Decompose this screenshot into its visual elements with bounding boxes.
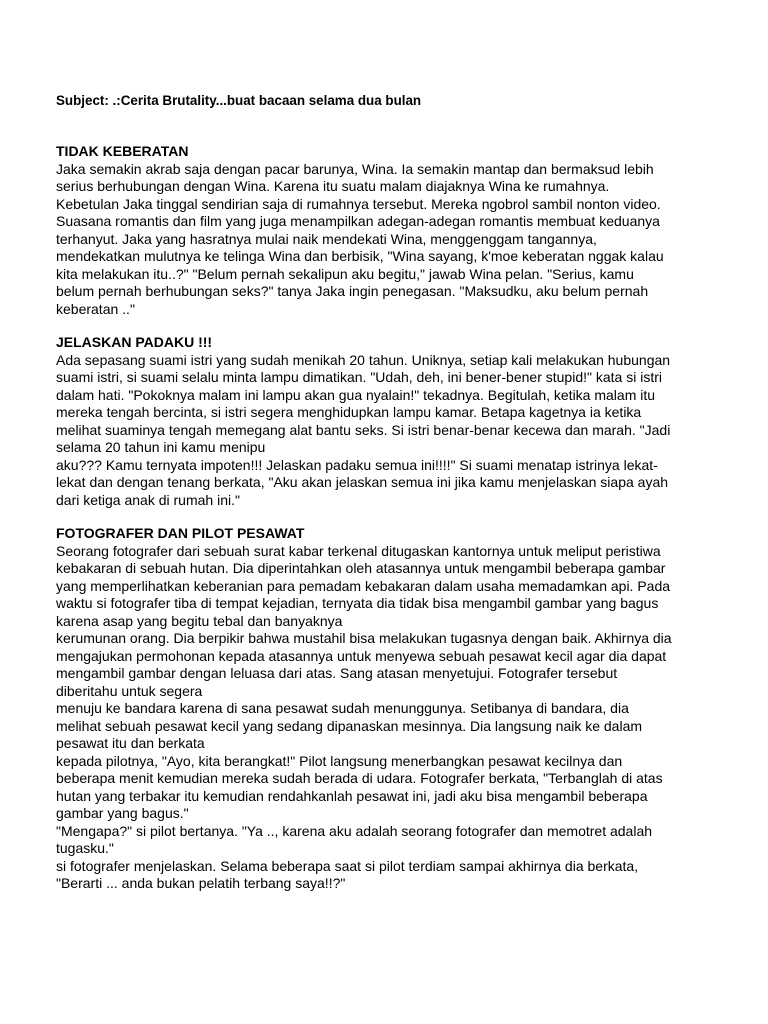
- story-text-line: yang memperlihatkan keberanian para pemadam kebakaran dalam usaha memadamkan api. Pada: [56, 577, 671, 594]
- story-text-line: dari ketiga anak di rumah ini.": [56, 491, 240, 508]
- story-text-line: kebakaran di sebuah hutan. Dia diperintahkan oleh atasannya untuk mengambil beberapa gambar: [56, 560, 666, 576]
- story-text-line: dalam hati. "Pokoknya malam ini lampu akan gua nyalain!" tekadnya. Begitulah, ketika malam itu: [56, 386, 656, 403]
- story-text-line: aku??? Kamu ternyata impoten!!! Jelaskan padaku semua ini!!!!" Si suami menatap istrinya lekat-: [56, 456, 658, 473]
- story-text-line: hutan yang terbakar itu kemudian rendahkanlah pesawat ini, jadi aku bisa mengambil beberapa: [56, 787, 648, 804]
- story-section: [56, 334, 716, 509]
- story-text-line: diberitahu untuk segera: [56, 682, 203, 699]
- story-title: JELASKAN PADAKU !!!: [56, 334, 213, 350]
- story-text-line: Seorang fotografer dari sebuah surat kabar terkenal ditugaskan kantornya untuk meliput peristiwa: [56, 542, 661, 559]
- story-text-line: Jaka semakin akrab saja dengan pacar barunya, Wina. Ia semakin mantap dan bermaksud lebih: [56, 160, 654, 177]
- story-text-line: Ada sepasang suami istri yang sudah menikah 20 tahun. Uniknya, setiap kali melakukan hubungan: [56, 351, 671, 368]
- story-text-line: Kebetulan Jaka tinggal sendirian saja di rumahnya tersebut. Mereka ngobrol sambil nonton video.: [56, 195, 661, 212]
- story-text-line: "Berarti ... anda bukan pelatih terbang saya!!?": [56, 875, 346, 891]
- story-text-line: tugasku.": [56, 840, 114, 856]
- story-text-line: kerumunan orang. Dia berpikir bahwa mustahil bisa melakukan tugasnya dengan baik. Akhirnya dia: [56, 630, 672, 646]
- document-page: [56, 92, 716, 909]
- story-sections: [56, 143, 716, 893]
- story-text-line: selama 20 tahun ini kamu menipu: [56, 439, 266, 455]
- story-text-line: menuju ke bandara karena di sana pesawat sudah menunggunya. Setibanya di bandara, dia: [56, 700, 629, 716]
- email-subject: Subject: .:Cerita Brutality...buat bacaan selama dua bulan: [56, 93, 422, 108]
- story-text-line: beberapa menit kemudian mereka sudah berada di udara. Fotografer berkata, "Terbanglah di atas: [56, 770, 663, 786]
- story-text-line: Suasana romantis dan film yang juga menampilkan adegan-adegan romantis membuat keduanya: [56, 213, 660, 229]
- story-text-line: karena asap yang begitu tebal dan banyaknya: [56, 612, 343, 629]
- story-text-line: keberatan ..": [56, 300, 135, 317]
- story-text-line: serius berhubungan dengan Wina. Karena itu suatu malam diajaknya Wina ke rumahnya.: [56, 178, 610, 194]
- story-text-line: terhanyut. Jaka yang hasratnya mulai naik mendekati Wina, menggenggam tangannya,: [56, 230, 597, 247]
- story-text-line: mengajukan permohonan kepada atasannya untuk menyewa sebuah pesawat kecil agar dia dapat: [56, 647, 667, 664]
- story-title: FOTOGRAFER DAN PILOT PESAWAT: [56, 525, 305, 541]
- story-section: [56, 143, 716, 318]
- story-text-line: suami istri, si suami selalu minta lampu dimatikan. "Udah, deh, ini bener-bener stupid!" kata si istri: [56, 369, 662, 385]
- story-text-line: si fotografer menjelaskan. Selama beberapa saat si pilot terdiam sampai akhirnya dia berkata,: [56, 857, 639, 874]
- story-text-line: waktu si fotografer tiba di tempat kejadian, ternyata dia tidak bisa mengambil gambar yang bagus: [56, 595, 659, 611]
- story-text-line: melihat suaminya tengah memegang alat bantu seks. Si istri benar-benar kecewa dan marah. "Jadi: [56, 421, 671, 438]
- story-text-line: mendekatkan mulutnya ke telinga Wina dan berbisik, "Wina sayang, k'moe keberatan nggak kalau: [56, 248, 664, 264]
- story-text-line: mereka tengah bercinta, si istri segera menghidupkan lampu kamar. Betapa kagetnya ia ketika: [56, 404, 642, 420]
- story-title: TIDAK KEBERATAN: [56, 143, 189, 159]
- story-text-line: "Mengapa?" si pilot bertanya. "Ya .., karena aku adalah seorang fotografer dan memotret adalah: [56, 822, 653, 839]
- story-text-line: melihat sebuah pesawat kecil yang sedang dipanaskan mesinnya. Dia langsung naik ke dalam: [56, 717, 643, 734]
- story-text-line: pesawat itu dan berkata: [56, 735, 205, 751]
- story-text-line: lekat dan dengan tenang berkata, "Aku akan jelaskan semua ini jika kamu menjelaskan siapa ayah: [56, 474, 669, 490]
- story-text-line: gambar yang bagus.": [56, 805, 189, 821]
- story-text-line: belum pernah berhubungan seks?" tanya Jaka ingin penegasan. "Maksudku, aku belum pernah: [56, 283, 649, 299]
- story-text-line: mengambil gambar dengan leluasa dari atas. Sang atasan menyetujui. Fotografer tersebut: [56, 665, 618, 681]
- story-text-line: kita melakukan itu..?" "Belum pernah sekalipun aku begitu," jawab Wina pelan. "Serius, kamu: [56, 265, 634, 282]
- story-text-line: kepada pilotnya, "Ayo, kita berangkat!" Pilot langsung menerbangkan pesawat kecilnya dan: [56, 752, 623, 769]
- story-section: [56, 525, 716, 893]
